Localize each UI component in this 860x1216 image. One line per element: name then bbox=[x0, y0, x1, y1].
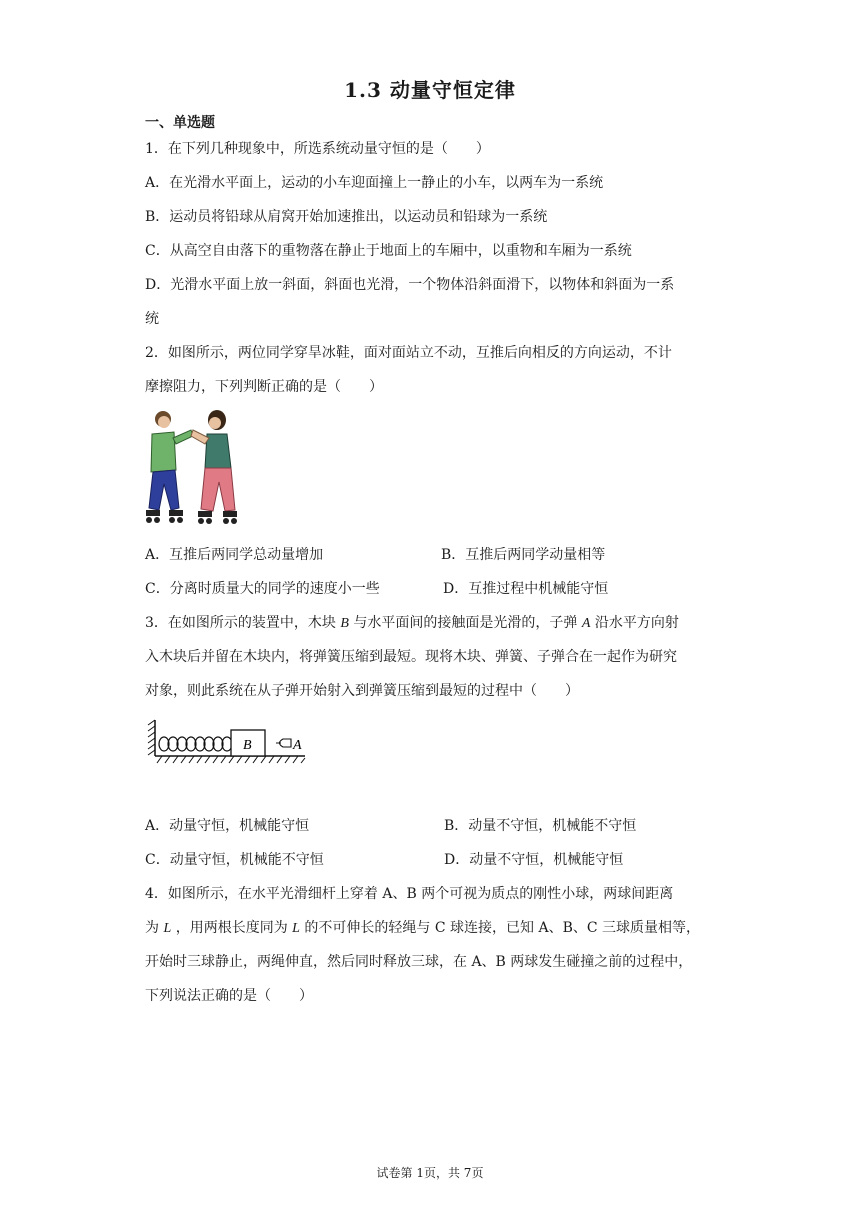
q1-option-a: A．在光滑水平面上，运动的小车迎面撞上一静止的小车，以两车为一系统 bbox=[145, 175, 604, 191]
spring-icon bbox=[159, 737, 232, 751]
boy-skater-icon bbox=[146, 411, 193, 523]
q1-option-b: B．运动员将铅球从肩窝开始加速推出，以运动员和铅球为一系统 bbox=[145, 209, 548, 225]
q4-var-l-second: L bbox=[292, 921, 300, 936]
q3-var-a: A bbox=[581, 616, 591, 631]
q4-stem-line1: 4．如图所示，在水平光滑细杆上穿着 A、B 两个可视为质点的刚性小球，两球间距离 bbox=[145, 886, 674, 902]
q2-option-b: B．互推后两同学动量相等 bbox=[441, 547, 606, 563]
spring-block-figure bbox=[145, 716, 310, 768]
q1-option-d-line2: 统 bbox=[145, 311, 159, 327]
page-title: 1.3 动量守恒定律 bbox=[344, 78, 516, 102]
q3-stem-line1-post: 沿水平方向射 bbox=[594, 615, 679, 631]
q3-stem-line3: 对象，则此系统在从子弹开始射入到弹簧压缩到最短的过程中（ ） bbox=[145, 683, 579, 699]
q3-option-b: B．动量不守恒，机械能不守恒 bbox=[444, 818, 637, 834]
bullet-label: A bbox=[293, 738, 302, 753]
q4-stem-line2-pre: 为 bbox=[145, 920, 159, 936]
bullet-icon bbox=[280, 739, 292, 747]
q1-option-d-line1: D．光滑水平面上放一斜面，斜面也光滑，一个物体沿斜面滑下，以物体和斜面为一系 bbox=[145, 277, 675, 293]
q3-option-d: D．动量不守恒，机械能守恒 bbox=[444, 852, 624, 868]
q3-var-b: B bbox=[340, 616, 349, 631]
q3-stem-line1-mid: 与水平面间的接触面是光滑的，子弹 bbox=[353, 615, 578, 631]
q3-option-a: A．动量守恒，机械能守恒 bbox=[145, 818, 310, 834]
q4-stem-line2 bbox=[145, 918, 700, 939]
q4-stem-line2-mid: ，用两根长度同为 bbox=[175, 920, 288, 936]
q4-stem-line2-post: 的不可伸长的轻绳与 C 球连接，已知 A、B、C 三球质量相等， bbox=[304, 920, 701, 936]
block-label: B bbox=[243, 738, 252, 753]
q4-var-l: L bbox=[163, 921, 172, 936]
skaters-figure bbox=[143, 408, 243, 528]
q3-stem-line1 bbox=[145, 613, 679, 634]
page-footer: 试卷第 1页，共 7页 bbox=[376, 1166, 484, 1180]
q3-stem-line1-pre: 3．在如图所示的装置中，木块 bbox=[145, 615, 336, 631]
girl-skater-icon bbox=[191, 410, 237, 524]
q1-option-c: C．从高空自由落下的重物落在静止于地面上的车厢中，以重物和车厢为一系统 bbox=[145, 243, 632, 259]
q4-stem-line3: 开始时三球静止，两绳伸直，然后同时释放三球，在 A、B 两球发生碰撞之前的过程中， bbox=[145, 954, 693, 970]
section-heading: 一、单选题 bbox=[145, 115, 215, 131]
q2-option-d: D．互推过程中机械能守恒 bbox=[443, 581, 609, 597]
q3-option-c: C．动量守恒，机械能不守恒 bbox=[145, 852, 324, 868]
q3-stem-line2: 入木块后并留在木块内，将弹簧压缩到最短。现将木块、弹簧、子弹合在一起作为研究 bbox=[145, 649, 677, 665]
q2-option-a: A．互推后两同学总动量增加 bbox=[145, 547, 324, 563]
q2-stem-line2: 摩擦阻力，下列判断正确的是（ ） bbox=[145, 379, 383, 395]
q2-option-c: C．分离时质量大的同学的速度小一些 bbox=[145, 581, 380, 597]
q2-stem-line1: 2．如图所示，两位同学穿旱冰鞋，面对面站立不动，互推后向相反的方向运动，不计 bbox=[145, 345, 672, 361]
q1-stem: 1．在下列几种现象中，所选系统动量守恒的是（ ） bbox=[145, 141, 490, 157]
q4-stem-line4: 下列说法正确的是（ ） bbox=[145, 988, 313, 1004]
